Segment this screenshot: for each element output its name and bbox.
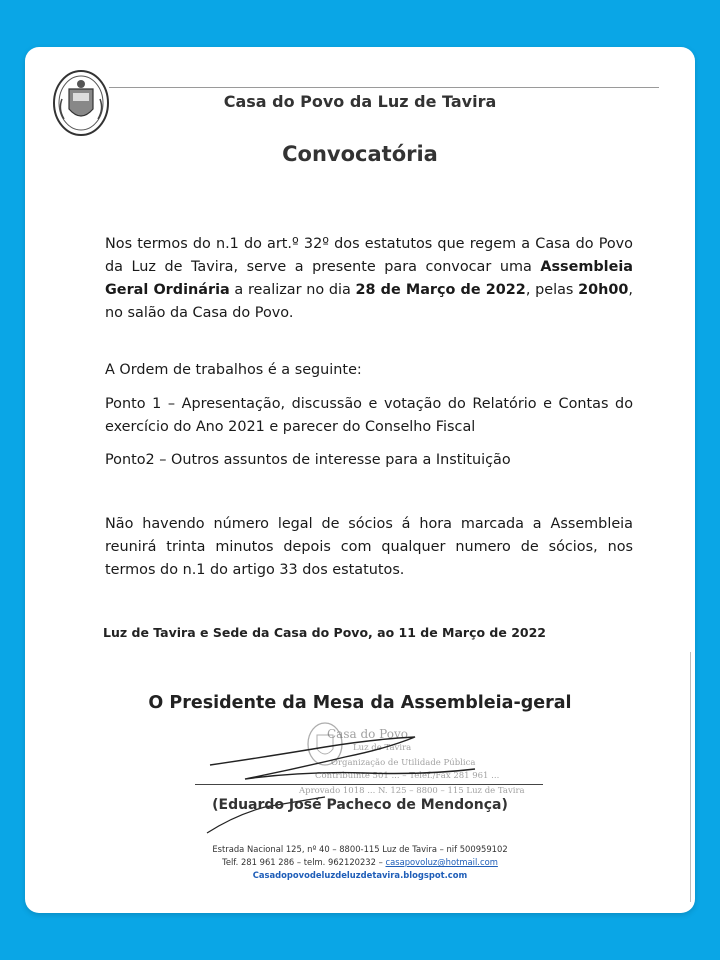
stamp-line: Luz de Tavira [353, 743, 412, 753]
stamp-line: Casa do Povo [327, 727, 408, 741]
president-title: O Presidente da Mesa da Assembleia-geral [148, 693, 572, 713]
stamp-line: Contribuinte 501 ... – Telef./Fax 281 961 ... [315, 771, 500, 781]
footer-address: Estrada Nacional 125, nº 40 – 8800-115 Luz de Tavira – nif 500959102 [212, 844, 508, 854]
footer-blog-link[interactable]: Casadopovodeluzdeluzdetavira.blogspot.com [252, 870, 468, 880]
quorum-paragraph: Não havendo número legal de sócios á hora marcada a Assembleia reunirá trinta minutos depois com qualquer numero de sócios, nos termos do n.1 do artigo 33 dos estatutos. [105, 516, 633, 578]
agenda-point-2: Ponto2 – Outros assuntos de interesse para a Instituição [105, 452, 511, 468]
document-page [25, 47, 695, 913]
agenda-intro: A Ordem de trabalhos é a seguinte: [105, 362, 362, 378]
footer-email-link[interactable]: casapovoluz@hotmail.com [385, 857, 498, 867]
document-title: Convocatória [282, 142, 438, 166]
convocation-paragraph: Nos termos do n.1 do art.º 32º dos estatutos que regem a Casa do Povo da Luz de Tavira, serve a presente para convocar uma Assembleia Geral Ordinária a realizar no dia 28 de Março de 2022, pelas 20h00, no salão da Casa do Povo. [105, 236, 633, 321]
place-and-date: Luz de Tavira e Sede da Casa do Povo, ao 11 de Março de 2022 [103, 625, 546, 640]
stamp-line: Organização de Utilidade Pública [331, 758, 476, 768]
organization-name: Casa do Povo da Luz de Tavira [223, 92, 497, 111]
handwritten-signature [205, 727, 525, 837]
header-rule [109, 87, 659, 88]
signature-line [195, 784, 543, 785]
footer-contact: Telf. 281 961 286 – telm. 962120232 – casapovoluz@hotmail.com [222, 857, 498, 867]
signer-name: (Eduardo José Pacheco de Mendonça) [212, 797, 508, 813]
agenda-point-1: Ponto 1 – Apresentação, discussão e votação do Relatório e Contas do exercício do Ano 2021 e parecer do Conselho Fiscal [105, 396, 633, 435]
stamp-line: Aprovado 1018 ... N. 125 – 8800 – 115 Luz de Tavira [299, 786, 525, 796]
scan-edge-line [690, 652, 691, 902]
